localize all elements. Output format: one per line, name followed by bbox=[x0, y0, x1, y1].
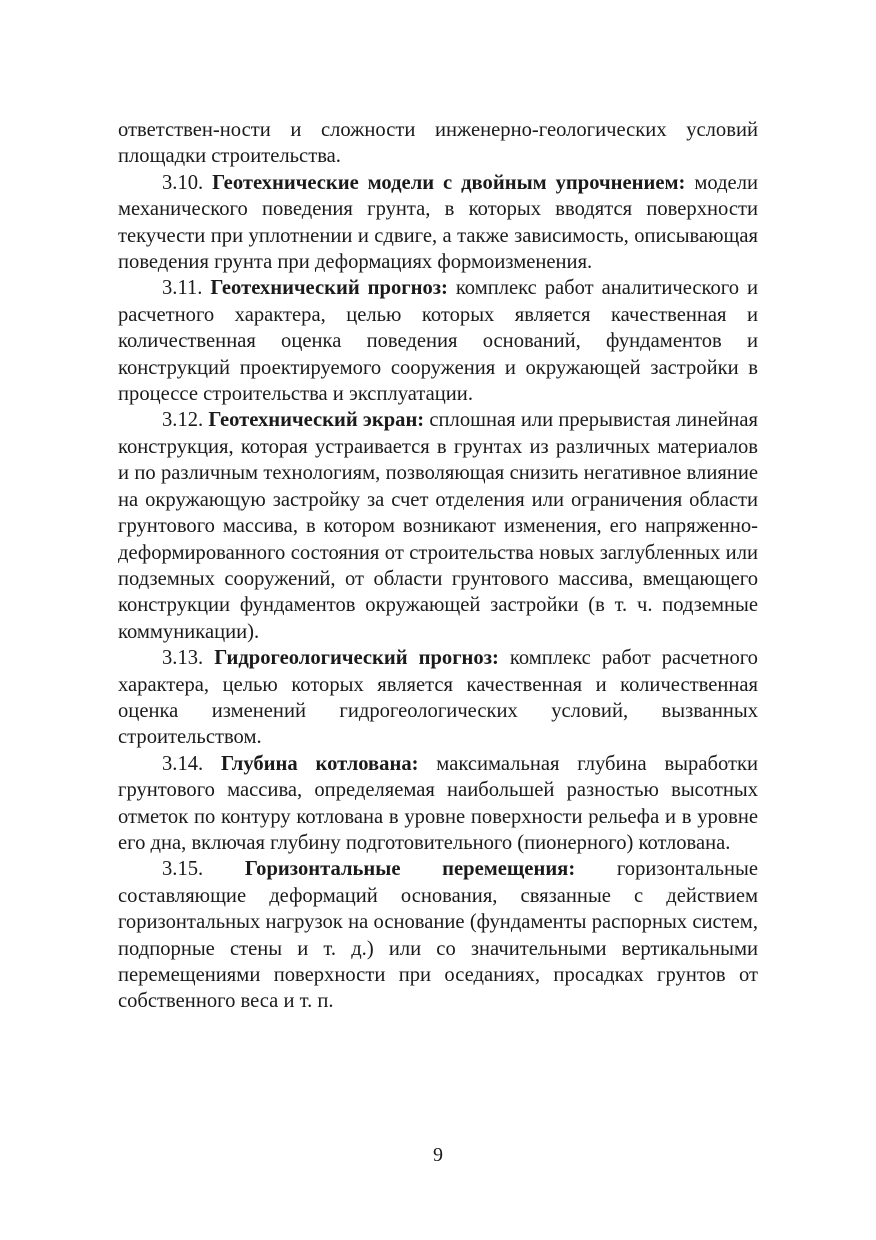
entry-number: 3.11. bbox=[162, 277, 203, 300]
entry-term: Глубина котлована: bbox=[221, 752, 419, 775]
entry-3-11 bbox=[118, 275, 758, 407]
entry-term: Геотехнический прогноз: bbox=[210, 277, 448, 300]
entry-3-10 bbox=[118, 170, 758, 276]
entry-definition: модели механического поведения грунта, в которых вводятся поверхности текучести при уплотнении и сдвиге, а также зависимость, описывающая поведения грунта при деформациях формоизменения. bbox=[118, 171, 758, 274]
entry-definition: комплекс работ аналитического и расчетного характера, целью которых является качественная и количественная оценка поведения оснований, фундаментов и конструкций проектируемого сооружения и окружающей застройки в процессе строительства и эксплуатации. bbox=[118, 277, 758, 406]
entry-definition: сплошная или прерывистая линейная конструкция, которая устраивается в грунтах из различных материалов и по различным технологиям, позволяющая снизить негативное влияние на окружающую застройку за счет отделения или ограничения области грунтового массива, в котором возникают изменения, его напряженно-деформированного состояния от строительства новых заглубленных или подземных сооружений, от области грунтового массива, вмещающего конструкции фундаментов окружающей застройки (в т. ч. подземные коммуникации). bbox=[118, 409, 759, 643]
page-number: 9 bbox=[433, 1144, 443, 1166]
entry-3-13 bbox=[118, 645, 758, 751]
entry-number: 3.10. bbox=[162, 171, 204, 194]
entry-term: Горизонтальные перемещения: bbox=[244, 858, 576, 881]
entry-3-15 bbox=[118, 856, 758, 1014]
entry-term: Геотехнический экран: bbox=[208, 409, 425, 432]
entry-3-14 bbox=[118, 751, 758, 857]
entry-definition: максимальная глубина выработки грунтового массива, определяемая наибольшей разностью высотных отметок по контуру котлована в уровне поверхности рельефа и в уровне его дна, включая глубину подготовительного (пионерного) котлована. bbox=[118, 752, 758, 854]
entry-term: Гидрогеологический прогноз: bbox=[214, 647, 499, 670]
entry-number: 3.15. bbox=[162, 858, 204, 881]
entry-number: 3.14. bbox=[162, 752, 204, 775]
entry-3-12 bbox=[118, 407, 758, 645]
entry-number: 3.13. bbox=[162, 647, 204, 670]
entry-number: 3.12. bbox=[162, 409, 204, 432]
entry-term: Геотехнические модели с двойным упрочнением: bbox=[212, 171, 686, 194]
document-body bbox=[118, 117, 758, 1015]
entry-definition: комплекс работ расчетного характера, целью которых является качественная и количественная оценка изменений гидрогеологических условий, вызванных строительством. bbox=[118, 647, 758, 749]
continuation-paragraph: ответствен-ности и сложности инженерно-геологических условий площадки строительства. bbox=[118, 119, 758, 168]
entry-definition: горизонтальные составляющие деформаций основания, связанные с действием горизонтальных нагрузок на основание (фундаменты распорных систем, подпорные стены и т. д.) или со значительными вертикальными перемещениями поверхности при оседаниях, просадках грунтов от собственного веса и т. п. bbox=[118, 858, 758, 1013]
